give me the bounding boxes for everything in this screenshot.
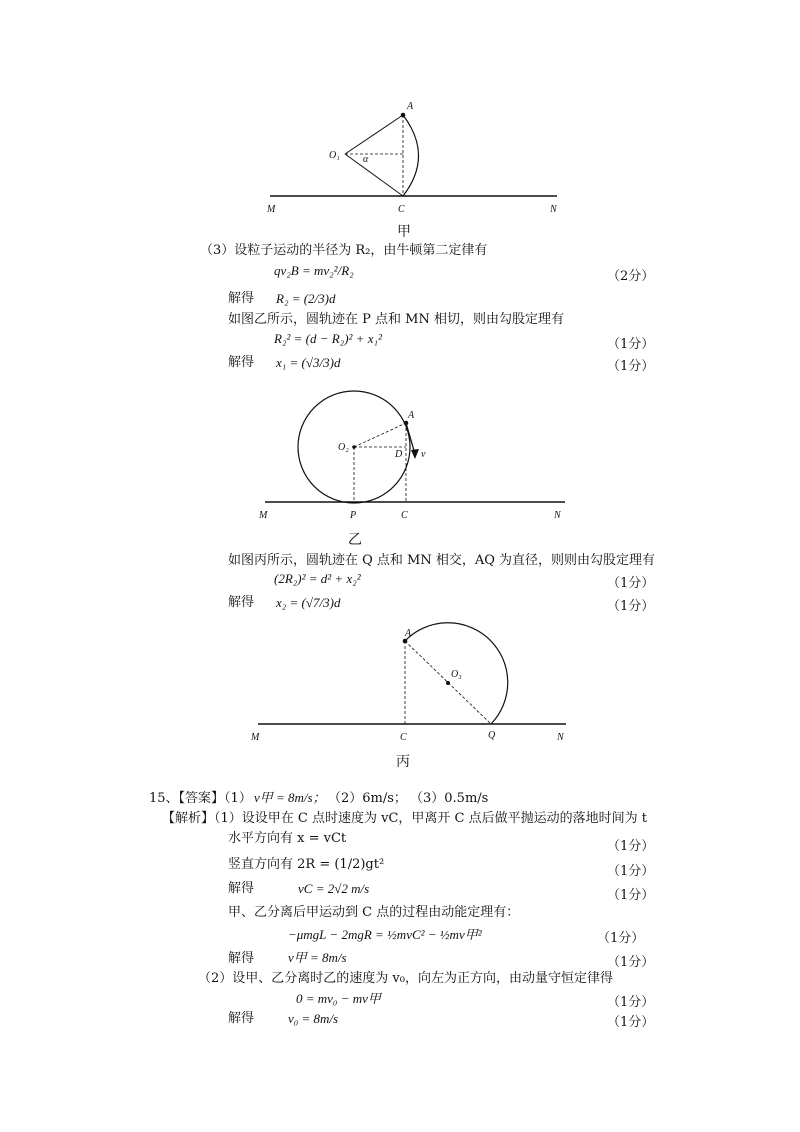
yi-intro: 如图乙所示，圆轨迹在 P 点和 MN 相切，则由勾股定理有 [228, 312, 564, 327]
label-m: M [267, 204, 276, 215]
q15-line3-label: 解得 [228, 881, 255, 896]
score-eq1: （2分） [607, 269, 655, 284]
label-a: A [405, 628, 412, 639]
q15-answer2: （2）6m/s； [328, 791, 407, 806]
q15-answer3: （3）0.5m/s [410, 791, 489, 806]
q15-line4: 甲、乙分离后甲运动到 C 点的过程由动能定理有： [228, 905, 520, 920]
point-o3 [446, 681, 450, 685]
score-solve3: （1分） [607, 599, 655, 614]
q15-line2-score: （1分） [607, 864, 655, 879]
label-c: C [400, 732, 407, 743]
label-m: M [259, 510, 268, 521]
score-eq2: （1分） [607, 337, 655, 352]
q15-line6: v甲 = 8m/s [288, 950, 347, 965]
q15-line9: v₀ = 8m/s [288, 1011, 339, 1026]
q15-line6-label: 解得 [228, 951, 255, 966]
equation-pythagoras-1: R₂² = (d − R₂)² + x₁² [274, 331, 382, 346]
point-a [403, 639, 408, 644]
q15-line9-label: 解得 [228, 1011, 255, 1026]
solve2-equation: x₁ = (√3/3)d [276, 355, 341, 370]
label-alpha: α [363, 154, 369, 165]
solve2-label: 解得 [228, 355, 255, 370]
label-o3: O₃ [451, 669, 462, 680]
solve3-label: 解得 [228, 595, 255, 610]
label-a: A [407, 101, 414, 112]
q15-line5-score: （1分） [597, 931, 645, 946]
equation-pythagoras-2: (2R₂)² = d² + x₂² [274, 571, 361, 586]
label-n: N [557, 732, 564, 743]
q15-line6-score: （1分） [607, 955, 655, 970]
q15-line3-score: （1分） [607, 888, 655, 903]
label-m: M [251, 732, 260, 743]
solve3-equation: x₂ = (√7/3)d [276, 595, 341, 610]
score-eq3: （1分） [607, 576, 655, 591]
caption-bing: 丙 [396, 754, 410, 770]
label-q: Q [488, 730, 496, 741]
solve1-equation: R₂ = (2/3)d [276, 291, 336, 306]
label-c: C [401, 510, 408, 521]
label-v: v [421, 449, 426, 460]
solve1-label: 解得 [228, 291, 255, 306]
part3-intro: （3）设粒子运动的半径为 R₂，由牛顿第二定律有 [200, 243, 488, 258]
q15-line9-score: （1分） [607, 1015, 655, 1030]
label-a: A [408, 410, 415, 421]
q15-line7: （2）设甲、乙分离时乙的速度为 v₀，向左为正方向，由动量守恒定律得 [198, 971, 613, 986]
label-o2: O₂ [338, 442, 349, 453]
label-p: P [350, 510, 357, 521]
label-n: N [554, 510, 561, 521]
label-d: D [395, 449, 403, 460]
q15-line8-score: （1分） [607, 995, 655, 1010]
q15-line1-score: （1分） [607, 839, 655, 854]
label-n: N [550, 204, 557, 215]
q15-line5: −μmgL − 2mgR = ½mvC² − ½mv甲² [288, 927, 482, 942]
q15-line1: 水平方向有 x = vCt [228, 831, 347, 846]
caption-jia: 甲 [397, 224, 411, 240]
q15-line8: 0 = mv₀ − mv甲 [296, 991, 381, 1006]
bing-intro: 如图丙所示，圆轨迹在 Q 点和 MN 相交，AQ 为直径，则则由勾股定理有 [228, 553, 656, 568]
q15-answer1: v甲 = 8m/s； [254, 790, 326, 805]
label-o1: O₁ [329, 150, 340, 161]
q15-line2: 竖直方向有 2R = (1/2)gt² [228, 857, 385, 872]
caption-yi: 乙 [348, 532, 362, 548]
q15-answer-head: 15、【答案】（1） [149, 791, 252, 806]
q15-line3: vC = 2√2 m/s [298, 881, 370, 896]
label-c: C [398, 204, 405, 215]
equation-newton: qv₂B = mv₂²/R₂ [274, 263, 354, 278]
q15-analysis-head: 【解析】（1）设设甲在 C 点时速度为 vC，甲离开 C 点后做平抛运动的落地时间为 t [162, 811, 647, 826]
score-solve2: （1分） [607, 359, 655, 374]
